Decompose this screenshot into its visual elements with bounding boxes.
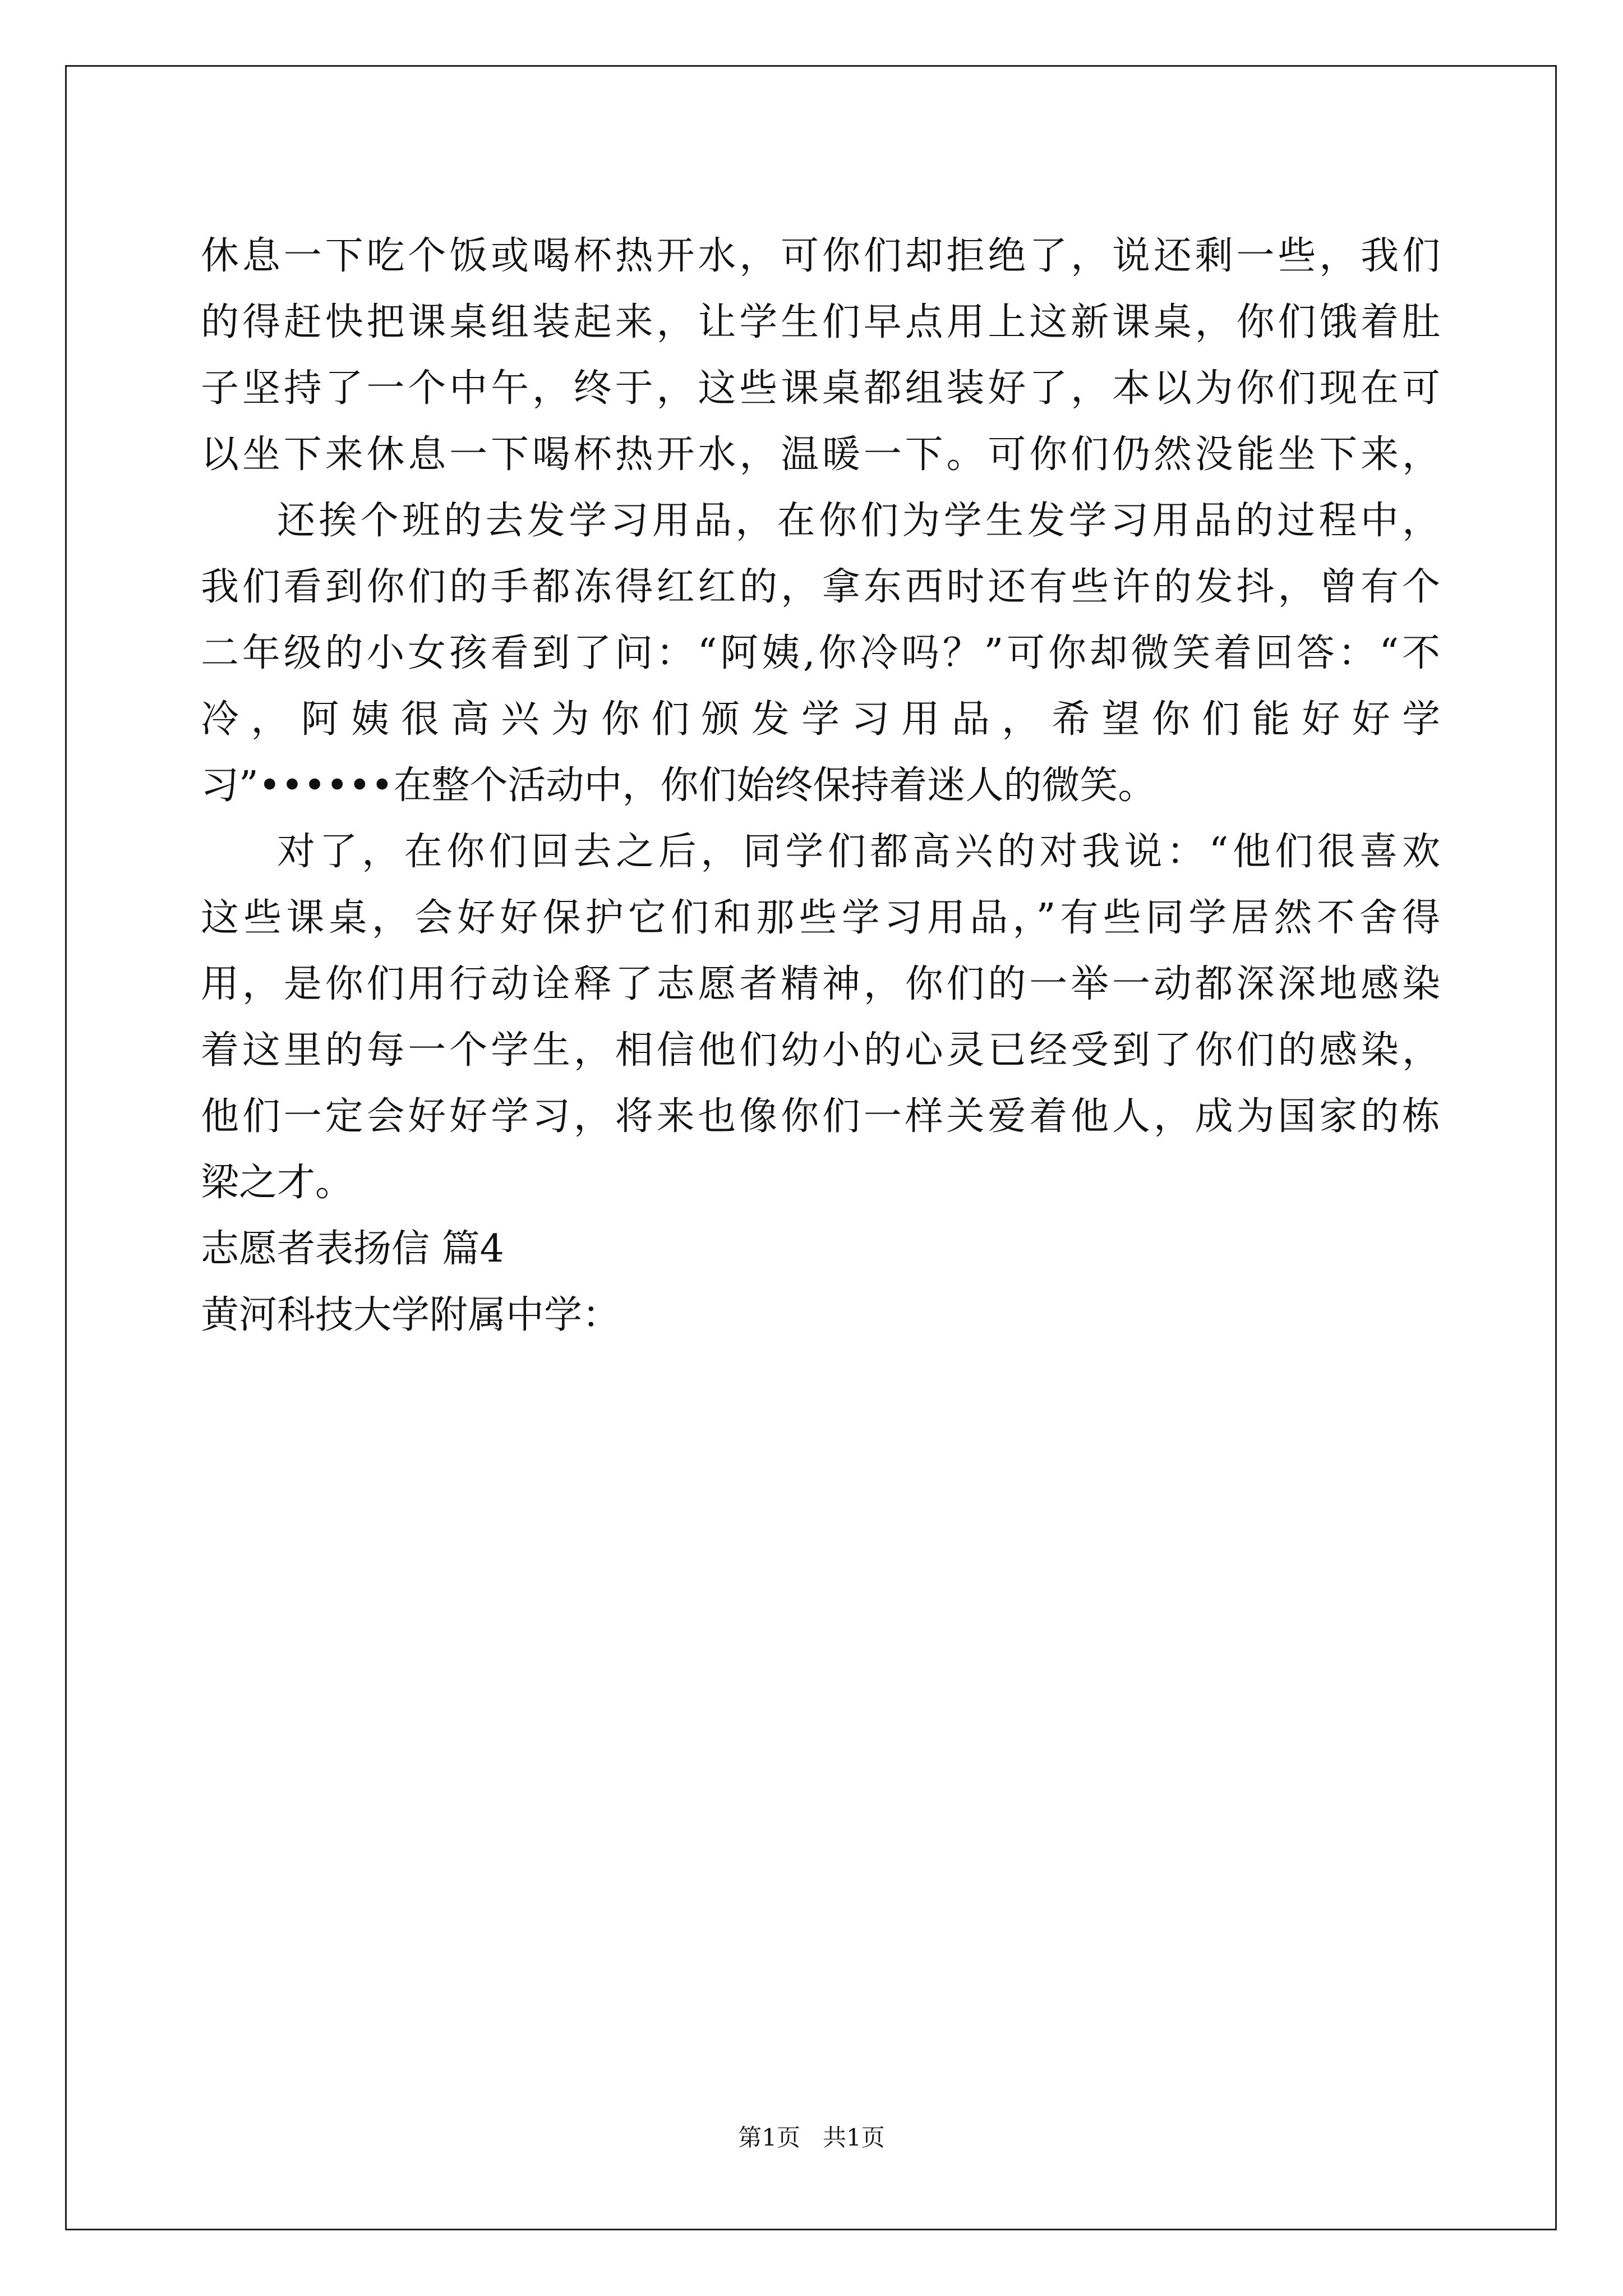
paragraph-line: 还挨个班的去发学习用品，在你们为学生发学习用品的过程中，: [277, 499, 1440, 543]
page-number: 第1页: [738, 2124, 800, 2151]
paragraph-line: 用，是你们用行动诠释了志愿者精神，你们的一举一动都深深地感染: [201, 962, 1440, 1006]
paragraph-line: 子坚持了一个中午，终于，这些课桌都组装好了，本以为你们现在可: [201, 366, 1440, 411]
paragraph-line: 梁之才。: [201, 1161, 354, 1205]
paragraph-line: 对了，在你们回去之后，同学们都高兴的对我说：“他们很喜欢: [277, 830, 1440, 874]
page-footer: [0, 2119, 1623, 2153]
document-body: [201, 223, 1440, 1349]
paragraph-line: 的得赶快把课桌组装起来，让学生们早点用上这新课桌，你们饿着肚: [201, 300, 1440, 344]
paragraph-line: 他们一定会好好学习，将来也像你们一样关爱着他人，成为国家的栋: [201, 1094, 1440, 1139]
page-total: 共1页: [823, 2124, 885, 2151]
paragraph-line: 我们看到你们的手都冻得红红的，拿东西时还有些许的发抖，曾有个: [201, 565, 1440, 609]
paragraph-line: 二年级的小女孩看到了问：“阿姨,你冷吗？”可你却微笑着回答：“不: [201, 631, 1440, 675]
paragraph-line: 这些课桌，会好好保护它们和那些学习用品，”有些同学居然不舍得: [201, 896, 1440, 940]
salutation: 黄河科技大学附属中学：: [201, 1293, 621, 1337]
paragraph-line: 冷，阿姨很高兴为你们颁发学习用品，希望你们能好好学: [201, 697, 1440, 742]
paragraph-line: 着这里的每一个学生，相信他们幼小的心灵已经受到了你们的感染，: [201, 1028, 1440, 1073]
section-heading: 志愿者表扬信 篇4: [201, 1227, 504, 1271]
paragraph-line: 休息一下吃个饭或喝杯热开水，可你们却拒绝了，说还剩一些，我们: [201, 234, 1440, 278]
paragraph-line: 以坐下来休息一下喝杯热开水，温暖一下。可你们仍然没能坐下来，: [201, 432, 1440, 477]
paragraph-line: 习”••••••在整个活动中，你们始终保持着迷人的微笑。: [201, 763, 1156, 808]
